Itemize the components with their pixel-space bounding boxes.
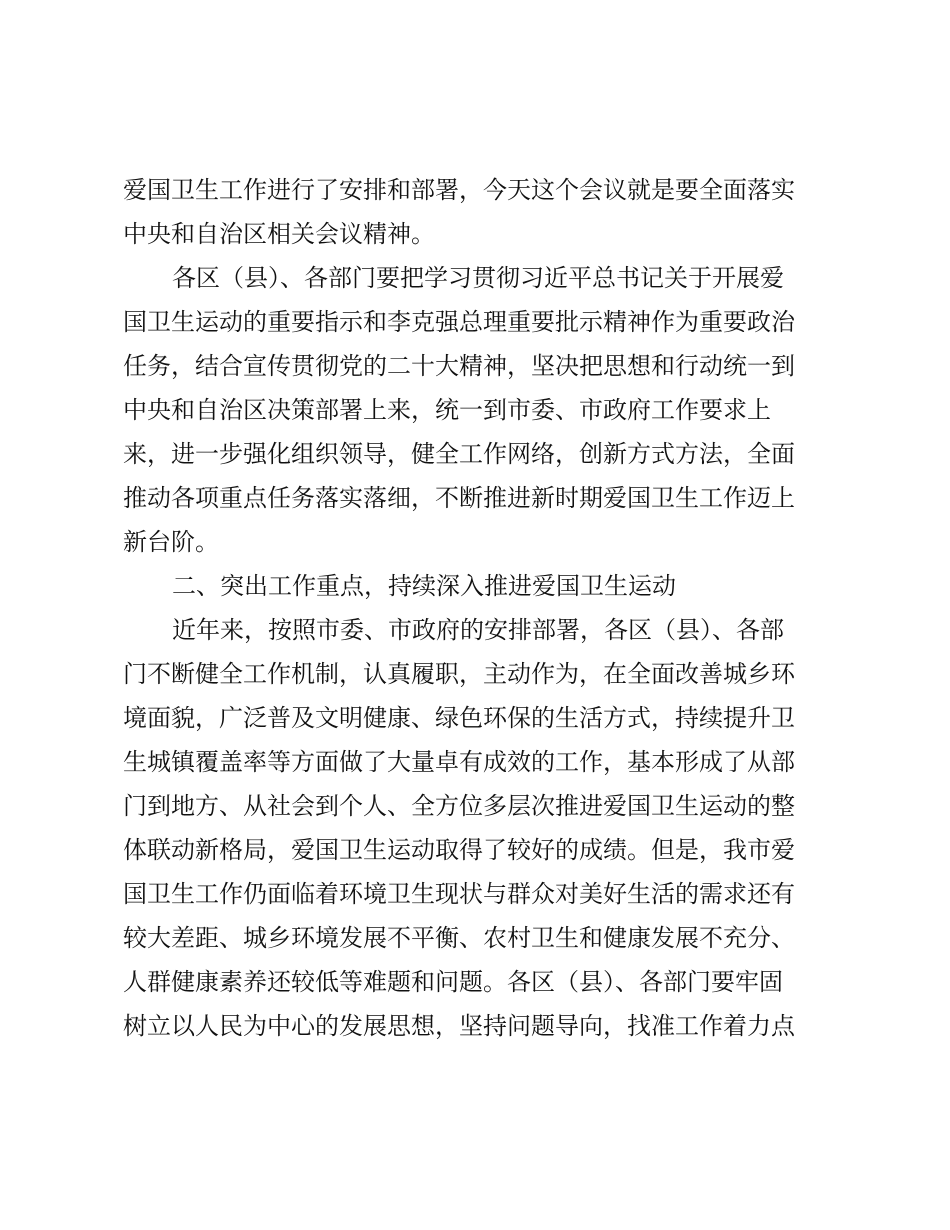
text-line: 任务，结合宣传贯彻党的二十大精神，坚决把思想和行动统一到: [123, 352, 795, 380]
text-line: 推动各项重点任务落实落细，不断推进新时期爱国卫生工作迈上: [123, 484, 795, 512]
text-line: 树立以人民为中心的发展思想，坚持问题导向，找准工作着力点: [123, 1012, 795, 1040]
document-body: [123, 168, 823, 1048]
section-heading: 二、突出工作重点，持续深入推进爱国卫生运动: [172, 572, 676, 600]
text-line: 国卫生运动的重要指示和李克强总理重要批示精神作为重要政治: [123, 308, 795, 336]
text-line: 中央和自治区相关会议精神。: [123, 220, 435, 248]
text-line: 生城镇覆盖率等方面做了大量卓有成效的工作，基本形成了从部: [123, 748, 795, 776]
text-line: 门到地方、从社会到个人、全方位多层次推进爱国卫生运动的整: [123, 792, 795, 820]
text-line: 门不断健全工作机制，认真履职，主动作为，在全面改善城乡环: [123, 660, 795, 688]
text-line: 来，进一步强化组织领导，健全工作网络，创新方式方法，全面: [123, 440, 795, 468]
text-line: 人群健康素养还较低等难题和问题。各区（县）、各部门要牢固: [123, 968, 783, 996]
text-line: 较大差距、城乡环境发展不平衡、农村卫生和健康发展不充分、: [123, 924, 795, 952]
text-line: 体联动新格局，爱国卫生运动取得了较好的成绩。但是，我市爱: [123, 836, 795, 864]
text-line: 境面貌，广泛普及文明健康、绿色环保的生活方式，持续提升卫: [123, 704, 795, 732]
text-line: 国卫生工作仍面临着环境卫生现状与群众对美好生活的需求还有: [123, 880, 795, 908]
paragraph-start-line: 各区（县）、各部门要把学习贯彻习近平总书记关于开展爱: [172, 264, 784, 292]
text-line: 爱国卫生工作进行了安排和部署，今天这个会议就是要全面落实: [123, 176, 795, 204]
paragraph-start-line: 近年来，按照市委、市政府的安排部署，各区（县）、各部: [172, 616, 784, 644]
text-line: 新台阶。: [123, 528, 219, 556]
text-line: 中央和自治区决策部署上来，统一到市委、市政府工作要求上: [123, 396, 771, 424]
